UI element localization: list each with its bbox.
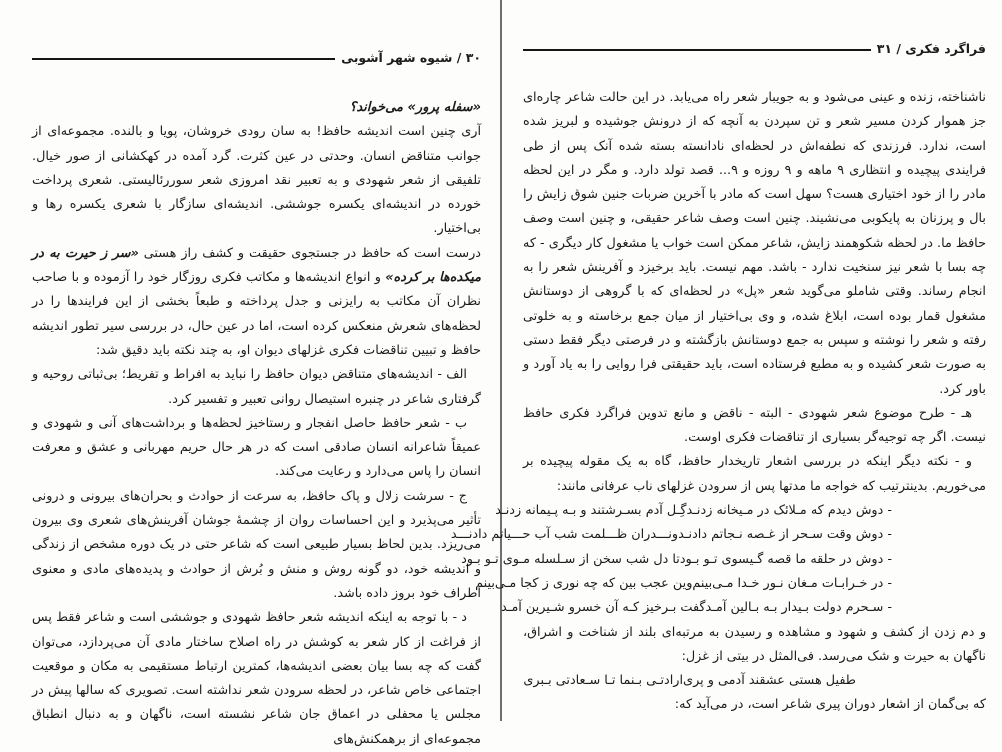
list-item-he: هـ - طرح موضوع شعر شهودی - البته - ناقض و مانع تدوین فراگرد فکری حافظ نیست. اگر چه توجیه‌گر بسیاری از تناقضات فکری اوست.: [523, 405, 986, 446]
paragraph-closing: که بی‌گمان از اشعار دوران پیری شاعر است، در می‌آید که:: [674, 697, 986, 713]
couplet-5-second: گفت بـرخیز کـه آن خسرو شـیرین آمـد: [500, 600, 706, 616]
paragraph-continuation: ناشناخته، زنده و عینی می‌شود و به جویبار شعر راه می‌یابد. در این حالت شاعر چاره‌ای جز هموار کردن مسیر شعر و تن سپردن به آنچه که از درونش جوشیده و لبریز شده است، ندارد. فرزندی که نطفه‌اش در لحظه‌ای نادانسته بسته شده آنک پس از طی فرایندی پیچیده و انتظاری ۹ ماهه و ۹ روزه و ۹... قصد تولد دارد. و مگر در این لحظه مادر را از خود اختیاری هست؟ سهل است که مادر با آخرین ضربات جنین شوق زایش را بال و پرزنان به پایکوبی می‌نشیند. چنین است وصف شاعر حقیقی، و چنین است وصف حافظ ما. در لحظه شکوهمند زایش، شاعر ممکن است خواب یا مشغول کار دیگری - که چه بسا با شعر نیز سنخیت ندارد - باشد. مهم نیست. باید برخیزد و آفرینش شعر را به انجام رساند. وقتی شاملو می‌گوید شعر «پل» در لحظه‌ای که با گروهی از دوستانش مشغول قمار بوده است، ابلاغ شده، و وی بی‌اختیار از میان جمع برخاسته و به خلوتی رفته و شعر را نوشته و سپس به جمع دوستانش بازگشته و در فرصتی دیگر فقط دستی به صورت شعر کشیده و به مطبع فرستاده است، باید حقیقتی فرا روایی را به یاد آورد و باور کرد.: [523, 90, 986, 397]
running-head-right-title: فراگرد فکری / ۳۱: [876, 41, 986, 56]
couplet-final-second: ارادتـی بـنما تـا سـعادتی بـبری: [523, 673, 684, 689]
paragraph-after-poem: و دم زدن از کشف و شهود و مشاهده و رسیدن به مرتبه‌ای بلند از شناخت و اشراق، ناگهان به حیرت و شک می‌رسد. فی‌المثل در بیتی از غزل:: [523, 624, 986, 664]
couplet-final: [523, 669, 856, 693]
left-body-text: [32, 96, 481, 752]
final-couplet: [523, 669, 986, 693]
running-head-left-title: ۳۰ / شیوه شهر آشوبی: [341, 50, 481, 65]
couplet-2-first: - دوش وقت سـحر از غـصه نـجاتم دادنـد: [678, 527, 892, 543]
quoted-verse-bold: «سر ز حیرت به در میکده‌ها بر کرده»: [32, 245, 481, 286]
running-head-left: [32, 50, 481, 65]
couplet-1-first: - دوش دیدم که مـلائک در مـیخانه زدنـد: [686, 503, 892, 519]
couplet-3: [461, 548, 892, 572]
couplet-final-first: طفیل هستی عشقند آدمی و پری: [683, 673, 856, 689]
couplet-2-second: ونـــدران ظـــلمت شب آب حـــیاتم دادنـــد: [450, 527, 679, 543]
couplet-5-first: - سـحرم دولت بـیدار بـه بـالین آمـد: [705, 600, 892, 616]
list-item-vav: و - نکته دیگر اینکه در بررسی اشعار تاریخدار حافظ، گاه به یک مقوله پیچیده بر می‌خوریم. بدینترتیب که خواجه ما مدتها پس از سرودن غزلهای ناب عرفانی مانند:: [523, 454, 986, 494]
paragraph-intro: آری چنین است اندیشه حافظ! به سان رودی خروشان، پویا و بالنده. مجموعه‌ای از جوانب متناقض انسان. وحدتی در عین کثرت. گرد آمده در کهکشانی از صور خیال. تلفیقی از شعر شهودی و به تعبیر نقد امروزی شعر سوررئالیستی. شعری پرداخت خورده در اندیشه‌ای یکسره جوششی. اندیشه‌ای سازگار با شعری یکسره رها و بی‌اختیار.: [32, 124, 481, 237]
running-head-right-rule: [523, 49, 871, 51]
couplet-3-first: - دوش در حلقه ما قصه گـیسوی تـو بـود: [679, 551, 892, 567]
ghazal-quotes: [450, 499, 986, 620]
list-item-be: ب - شعر حافظ حاصل انفجار و رستاخیز لحظه‌ها و برداشت‌های آنی و شهودی و عمیقاً شاعرانه انسان صادقی است که در هر حال حریم مهربانی و عشق و معرفت انسان را پاس می‌دارد و رعایت می‌کند.: [32, 415, 481, 480]
paragraph-main: [32, 242, 481, 363]
couplet-4-first: - در خـرابـات مـغان نـور خـدا مـی‌بینم: [692, 575, 892, 591]
paragraph-main-post: و انواع اندیشه‌ها و مکاتب فکری روزگار خود را آزموده و با صاحب نظران آن مکاتب به رایزنی و جدل پرداخته و طبعاً بخشی از این فرایندها را در لحظه‌های شعرش منعکس کرده است، اما در عین حال، در بررسی سیر تطور اندیشه حافظ و تبیین تناقضات فکری غزلهای دیوان او، به چند نکته باید دقیق شد:: [32, 270, 481, 358]
couplet-3-second: تا دل شب سخن از سـلسله مـوی تـو بـود: [461, 551, 680, 567]
couplet-4-second: وین عجب بین که چه نوری ز کجا مـی‌بینم: [475, 575, 693, 591]
couplet-5: [500, 596, 892, 620]
running-head-right: [523, 41, 986, 56]
list-item-jim: ج - سرشت زلال و پاک حافظ، به سرعت از حوادث و بحران‌های بیرونی و درونی تأثیر می‌پذیرد و این احساسات روان از چشمهٔ جوشان آفرینش‌های شعری وی بیرون می‌ریزد. بدین لحاظ بسیار طبیعی است که شاعر حتی در یک دوره مشخص از زندگی و اندیشه خود، دو گونه روش و منش و بُرش از حوادث و پدیده‌های مادی و معنوی اطراف خود بروز داده باشد.: [32, 488, 481, 601]
right-body-text: [450, 86, 986, 718]
couplet-2: [450, 523, 892, 547]
paragraph-main-pre: درست است که حافظ در جستجوی حقیقت و کشف راز هستی: [138, 245, 481, 261]
couplet-1-second: گِـل آدم بسـرشتند و بـه پـیمانه زدنـد: [495, 503, 687, 519]
list-item-dal: د - با توجه به اینکه اندیشه شعر حافظ شهودی و جوششی است و شاعر فقط پس از فراغت از کار شعر به کوشش در راه اصلاح ساختار مادی آن می‌پردازد، می‌توان گفت که چه بسا بیان بعضی اندیشه‌ها، کمترین ارتباط مستقیمی به مکان و موقعیت اجتماعی خاص شاعر، در لحظه سرودن شعر نداشته است. تصویری که سالها پیش در مجلس یا محفلی در اعماق جان شاعر نشسته است، ناگهان و به دنبال انطباق مجموعه‌ای از برهمکنش‌های: [32, 610, 481, 747]
couplet-1: [495, 499, 892, 523]
list-item-alef: الف - اندیشه‌های متناقض دیوان حافظ را نباید به افراط و تفریط؛ بی‌ثباتی روحیه و گرفتاری شاعر در چنبره استیصال روانی تعبیر و تفسیر کرد.: [32, 367, 481, 407]
section-heading: «سفله پرور» می‌خواند؟: [349, 100, 481, 115]
couplet-4: [475, 572, 892, 596]
running-head-left-rule: [32, 58, 335, 60]
